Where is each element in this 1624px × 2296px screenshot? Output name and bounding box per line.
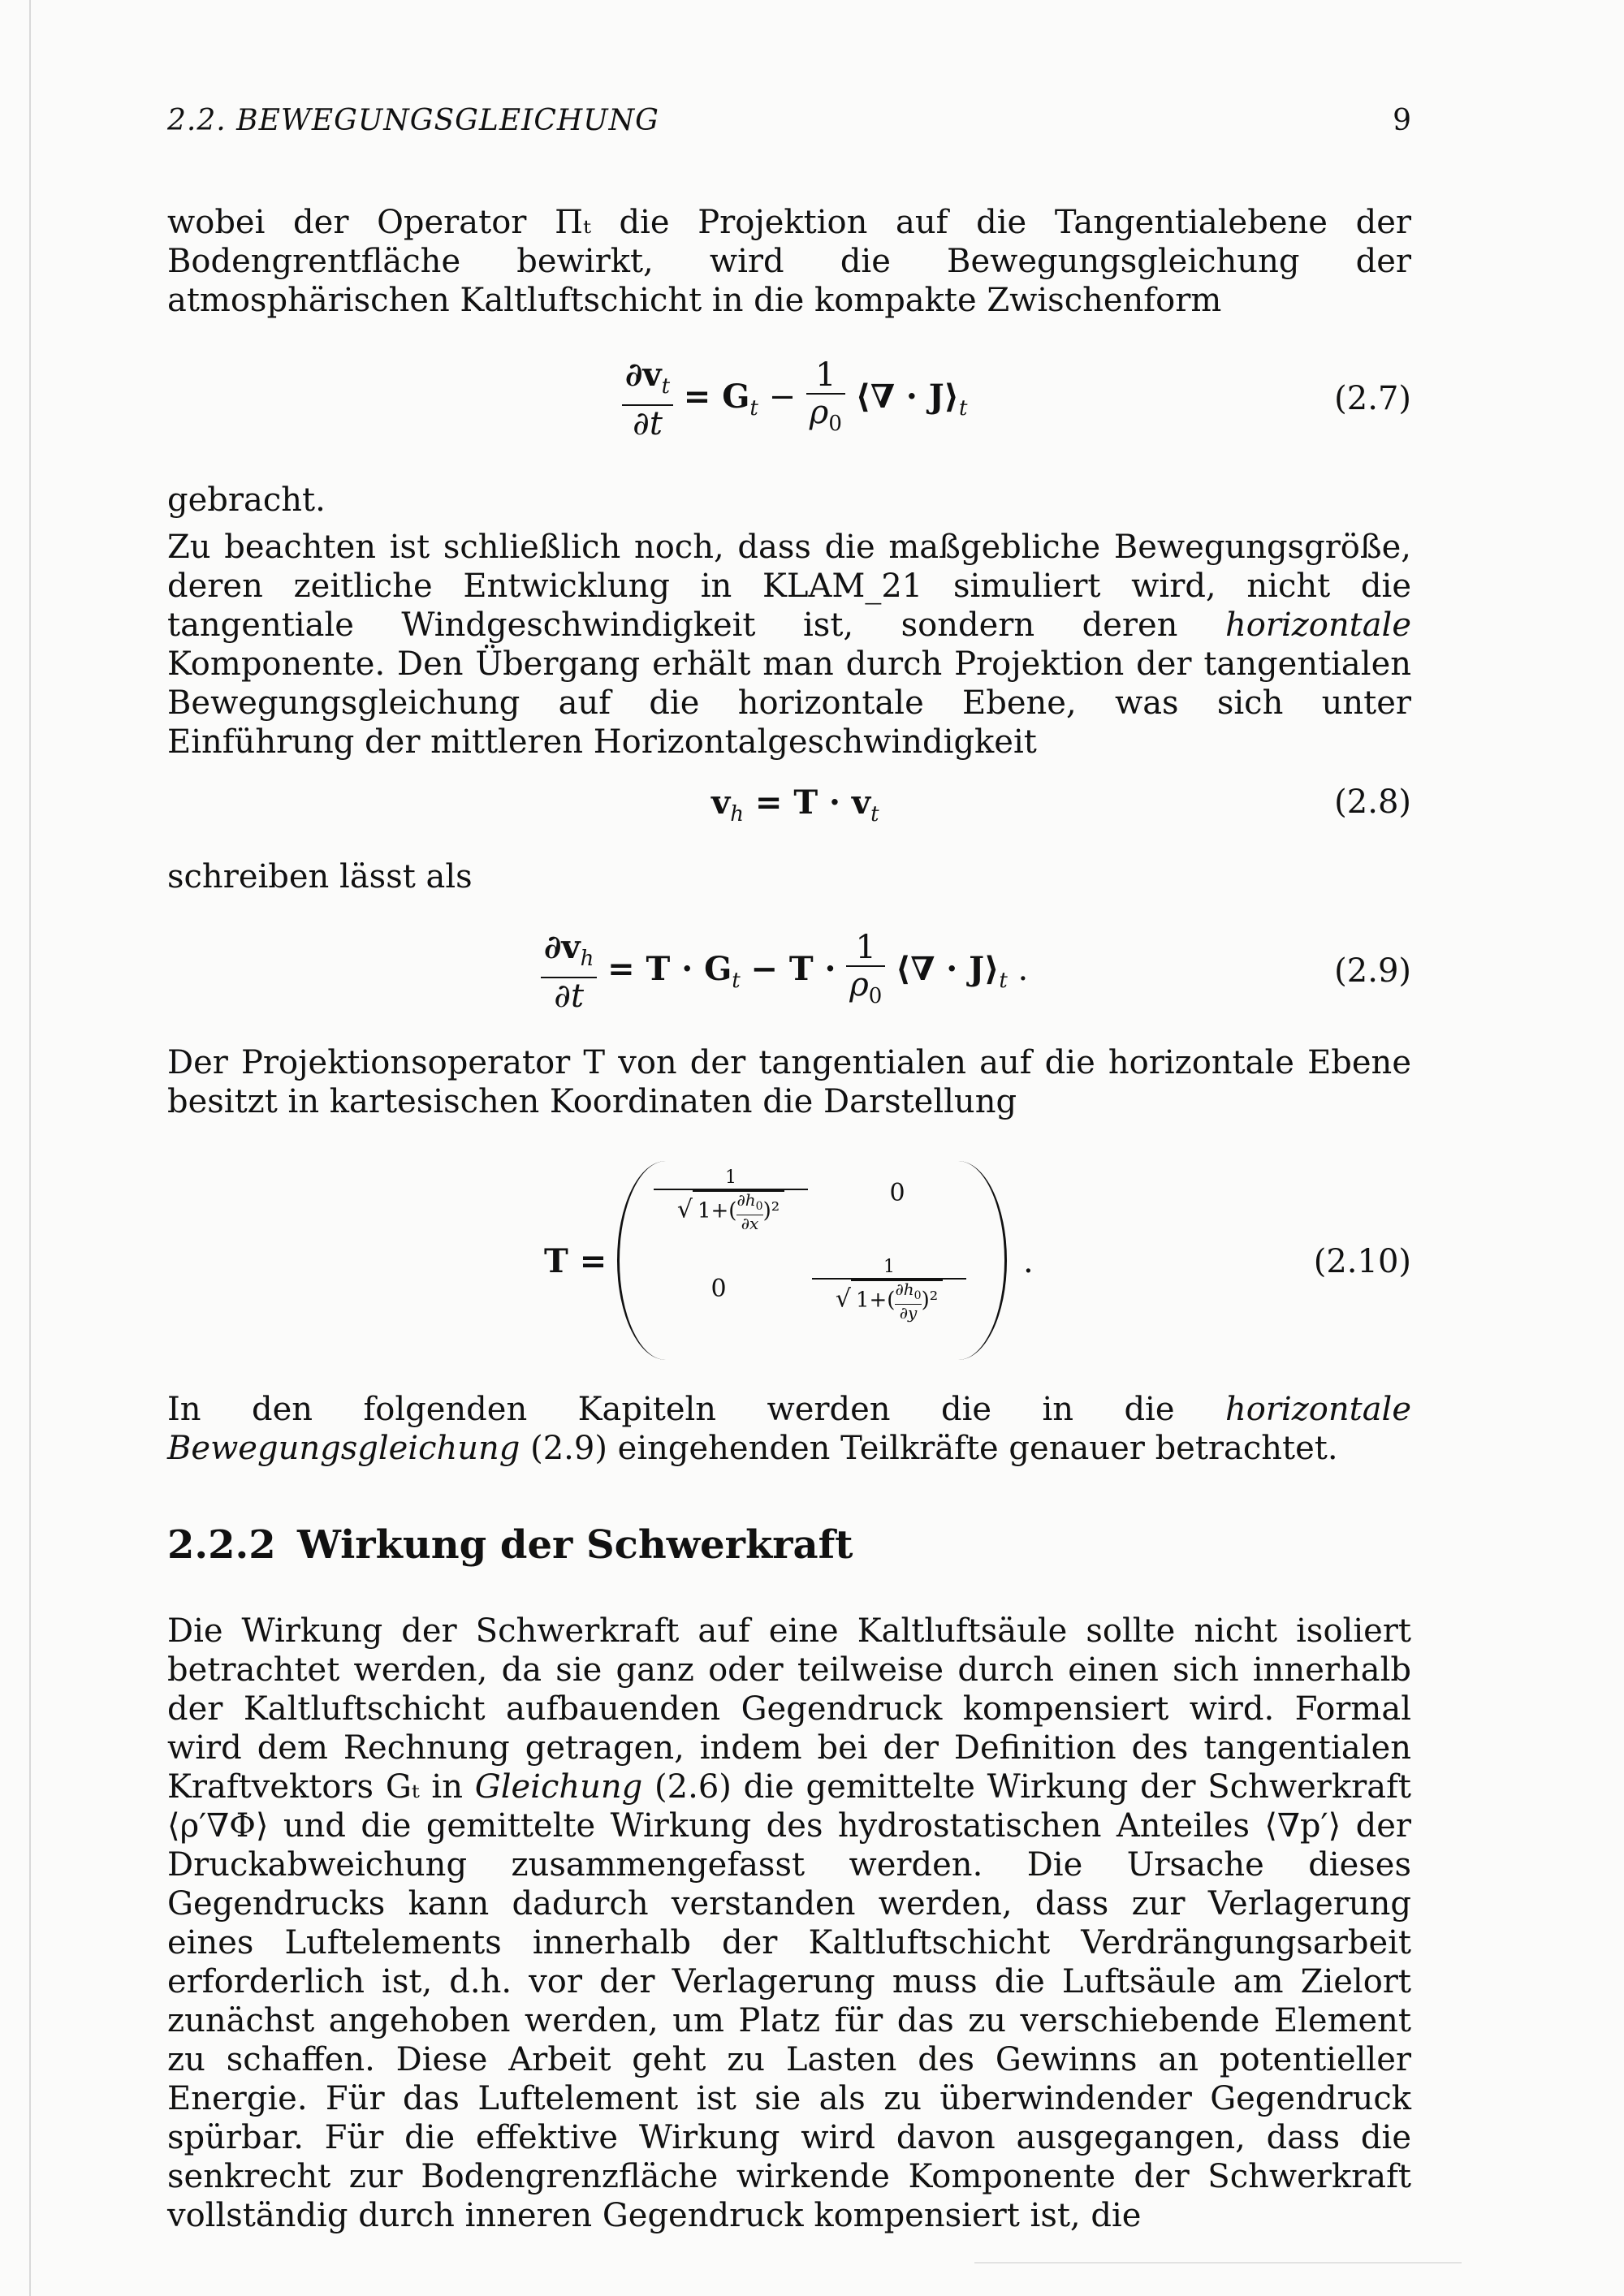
- equation-number: (2.8): [1334, 783, 1411, 821]
- section-number: 2.2.2: [167, 1522, 276, 1568]
- equation-2-8: $v_h = T \cdot v_t$ (2.8): [711, 783, 1411, 826]
- eq210-lhs: T =: [544, 1242, 607, 1280]
- text-schreiben: schreiben lässt als: [167, 858, 473, 896]
- equation-number-2-10: (2.10): [1313, 1243, 1411, 1280]
- emphasis-gleichung: Gleichung: [474, 1768, 643, 1806]
- emphasis-horizontale: horizontale: [1224, 606, 1411, 644]
- matrix-cell-12: 0: [889, 1179, 905, 1207]
- section-title: Wirkung der Schwerkraft: [297, 1522, 853, 1568]
- equation-2-9: $\frac{\partial v_h}{\partial t}$ = $T \cdot G_t - T$ · $\frac{1}{\rho_0}$ ⟨∇ · $J⟩_t$ . (2.9): [167, 930, 1411, 1027]
- page-number: 9: [1393, 104, 1411, 137]
- matrix-cell-21: 0: [710, 1275, 727, 1303]
- equation-number: (2.7): [1334, 380, 1411, 417]
- header-section-title: 2.2. BEWEGUNGSGLEICHUNG: [167, 104, 659, 137]
- paragraph-projektionsoperator: Der Projektionsoperator T von der tangentialen auf die horizontale Ebene besitzt in kartesischen Koordinaten die Darstellung: [167, 1044, 1411, 1120]
- emphasis-horizontale-bewegungsgleichung: horizontale Bewegungsgleichung: [167, 1391, 1411, 1467]
- eq29-fraction: $\frac{1}{\rho_0}$: [846, 930, 885, 1014]
- paragraph-schwerkraft: Die Wirkung der Schwerkraft auf eine Kaltluftsäule sollte nicht isoliert betrachtet werden, da sie ganz oder teilweise durch einen sich innerhalb der Kaltluftschicht aufbauenden Gegendruck kompensiert wird. Formal wird dem Rechnung getragen, indem bei der Definition des tangentialen Kraftvektors Gₜ in Gleichung (2.6) die gemittelte Wirkung der Schwerkraft ⟨ρ′∇Φ⟩ und die gemittelte Wirkung des hydrostatischen Anteiles ⟨∇p′⟩ der Druckabweichung zusammengefasst werden. Die Ursache dieses Gegendrucks kann dadurch verstanden werden, dass zur Verlagerung eines Luftelements innerhalb der Kaltluftschicht Verdrängungsarbeit erforderlich ist, d.h. vor der Verlagerung muss die Luftsäule am Zielort zunächst angehoben werden, um Platz für das zu verschiebende Element zu schaffen. Diese Arbeit geht zu Lasten des Gewinns an potentieller Energie. Für das Luftelement ist sie als zu überwindender Gegendruck spürbar. Für die effektive Wirkung wird davon ausgegangen, dass die senkrecht zur Bodengrenzfläche wirkende Komponente der Schwerkraft vollständig durch inneren Gegendruck kompensiert ist, die: [167, 1612, 1411, 2234]
- eq210-period: .: [1023, 1243, 1034, 1280]
- paragraph-text: wobei der Operator Πₜ die Projektion auf die Tangentialebene der Bodengrentfläche bewirkt, wird die Bewegungsgleichung der atmosphärischen Kaltluftschicht in die kompakte Zwischenform: [167, 204, 1411, 319]
- matrix-cell-11: 1 √ 1+( $\frac{\partial h_0}{\partial x}$ )²: [654, 1167, 808, 1232]
- eq27-derivative: $\frac{\partial v_t}{\partial t}$: [622, 357, 673, 442]
- text-gebracht: gebracht.: [167, 481, 326, 519]
- equation-2-7: $\frac{\partial v_t}{\partial t}$ = $G_t$ − $\frac{1}{\rho_0}$ ⟨∇ · $J⟩_t$ (2.7): [167, 357, 1411, 455]
- matrix-cell-22: 1 √ 1+( $\frac{\partial h_0}{\partial y}$ )²: [812, 1257, 966, 1321]
- matrix-T: [617, 1161, 1007, 1360]
- equation-number: (2.9): [1334, 952, 1411, 990]
- section-heading: [167, 1522, 853, 1568]
- paragraph-bewegungsgroesse: Zu beachten ist schließlich noch, dass die maßgebliche Bewegungsgröße, deren zeitliche Entwicklung in KLAM_21 simuliert wird, nicht die tangentiale Windgeschwindigkeit ist, sondern deren horizontale Komponente. Den Übergang erhält man durch Projektion der tangentialen Bewegungsgleichung auf die horizontale Ebene, was sich unter Einführung der mittleren Horizontalgeschwindigkeit: [167, 529, 1411, 761]
- scan-edge-line: [29, 0, 31, 2296]
- eq29-derivative: $\frac{\partial v_h}{\partial t}$: [541, 930, 597, 1014]
- scan-bottom-line: [974, 2262, 1462, 2264]
- running-header: [167, 104, 1411, 145]
- paragraph-operator-projection: [167, 203, 1411, 320]
- paragraph-folgende-kapitel: In den folgenden Kapiteln werden die in die horizontale Bewegungsgleichung (2.9) eingehenden Teilkräfte genauer betrachtet.: [167, 1391, 1411, 1467]
- eq27-fraction: $\frac{1}{\rho_0}$: [806, 357, 845, 442]
